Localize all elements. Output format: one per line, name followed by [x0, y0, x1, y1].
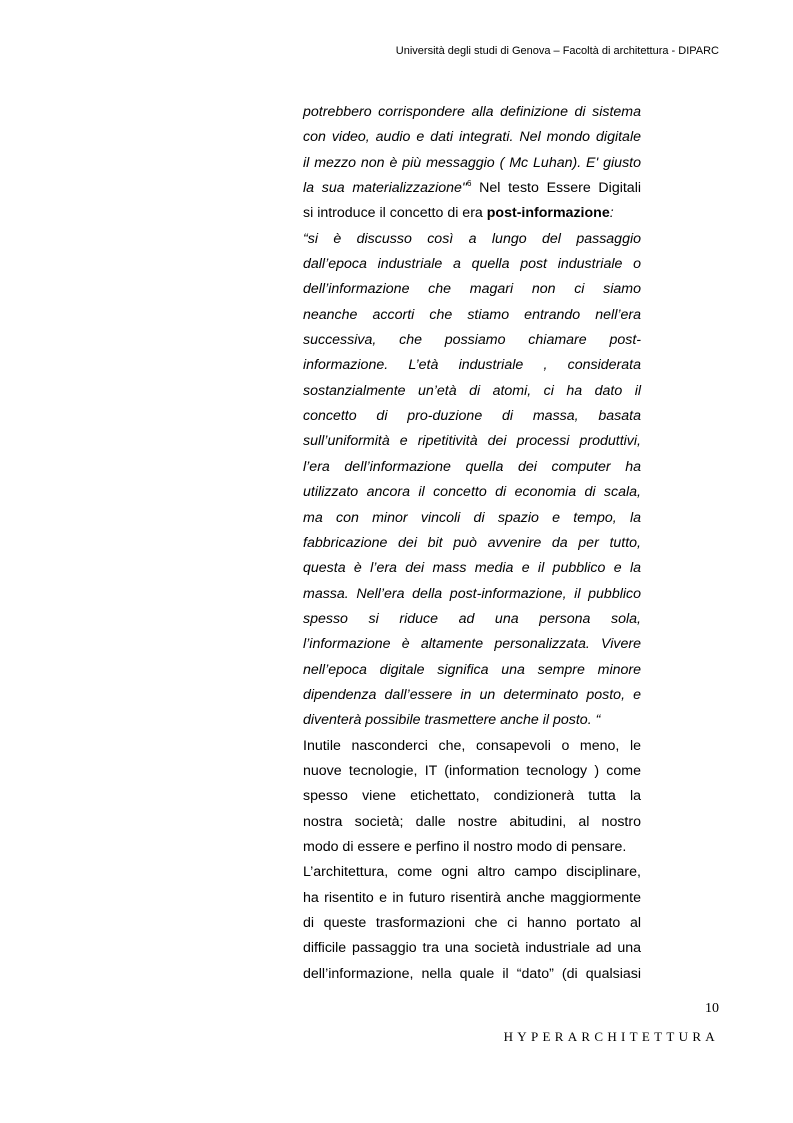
text-line: nostra società; dalle nostre abitudini, al nostro — [303, 813, 641, 830]
quote-line: massa. Nell’era della post-informazione, il pubblico — [303, 585, 641, 602]
bold-term: post-informazione — [486, 205, 610, 222]
text-line-rest: Nel testo Essere Digitali — [471, 180, 641, 197]
quote-line: concetto di pro-duzione di massa, basata — [303, 408, 641, 425]
footnote-ref: 6 — [466, 179, 472, 189]
page-number: 10 — [705, 1001, 719, 1016]
footer-title: HYPERARCHITETTURA — [503, 1029, 719, 1044]
text-line-colon: : — [609, 205, 614, 222]
quote-line: informazione. L’età industriale , considerata — [303, 357, 641, 374]
text-line — [303, 201, 641, 226]
text-line-part: si introduce il concetto di era — [303, 205, 487, 222]
quote-line: l’informazione è altamente personalizzata. Vivere — [303, 636, 641, 653]
quote-line: sostanzialmente un’età di atomi, ci ha dato il — [303, 382, 641, 399]
text-line: L’architettura, come ogni altro campo disciplinare, — [303, 864, 641, 881]
quote-line: dall’epoca industriale a quella post industriale o — [303, 256, 641, 273]
text-line: di queste trasformazioni che ci hanno portato al — [303, 915, 641, 931]
quote-line: sull’uniformità e ripetitività dei processi produttivi, — [303, 433, 641, 450]
text-line: il mezzo non è più messaggio ( Mc Luhan). E' giusto — [303, 154, 641, 171]
quote-line: l’era dell’informazione quella dei computer ha — [303, 458, 641, 475]
text-line: difficile passaggio tra una società industriale ad una — [303, 940, 641, 957]
quote-line: dell’informazione che magari non ci siamo — [303, 281, 641, 298]
text-line: con video, audio e dati integrati. Nel mondo digitale — [303, 129, 641, 146]
running-header: Università degli studi di Genova – Facoltà di architettura - DIPARC — [395, 45, 719, 57]
text-line: ha risentito e in futuro risentirà anche maggiormente — [303, 889, 641, 906]
quote-line: ma con minor vincoli di spazio e tempo, la — [303, 509, 641, 526]
quote-line: fabbricazione dei bit può avvenire da per tutto, — [303, 534, 641, 551]
quote-line: diventerà possibile trasmettere anche il posto. “ — [303, 712, 601, 729]
text-line: dell’informazione, nella quale il “dato” (di qualsiasi — [303, 965, 641, 982]
text-line: spesso viene etichettato, condizionerà tutta la — [303, 788, 641, 805]
quote-line: successiva, che possiamo chiamare post- — [303, 332, 641, 349]
text-line: nuove tecnologie, IT (information tecnology ) come — [303, 762, 641, 779]
body-text — [303, 100, 641, 987]
quote-line: dipendenza dall’essere in un determinato posto, e — [303, 686, 641, 703]
text-line: modo di essere e perfino il nostro modo di pensare. — [303, 838, 627, 855]
quote-line: utilizzato ancora il concetto di economia di scala, — [303, 484, 641, 501]
quote-line: neanche accorti che stiamo entrando nell’era — [303, 306, 641, 323]
quote-line: questa è l’era dei mass media e il pubblico e la — [303, 560, 641, 577]
text-line: potrebbero corrispondere alla definizione di sistema — [303, 104, 641, 120]
text-line — [303, 176, 641, 201]
quote-line: nell’epoca digitale significa una sempre minore — [303, 661, 641, 678]
text-line: Inutile nasconderci che, consapevoli o meno, le — [303, 737, 641, 754]
quote-line: spesso si riduce ad una persona sola, — [303, 610, 641, 627]
text-line-italic: la sua materializzazione" — [303, 180, 467, 197]
quote-line: “si è discusso così a lungo del passaggio — [303, 230, 641, 247]
